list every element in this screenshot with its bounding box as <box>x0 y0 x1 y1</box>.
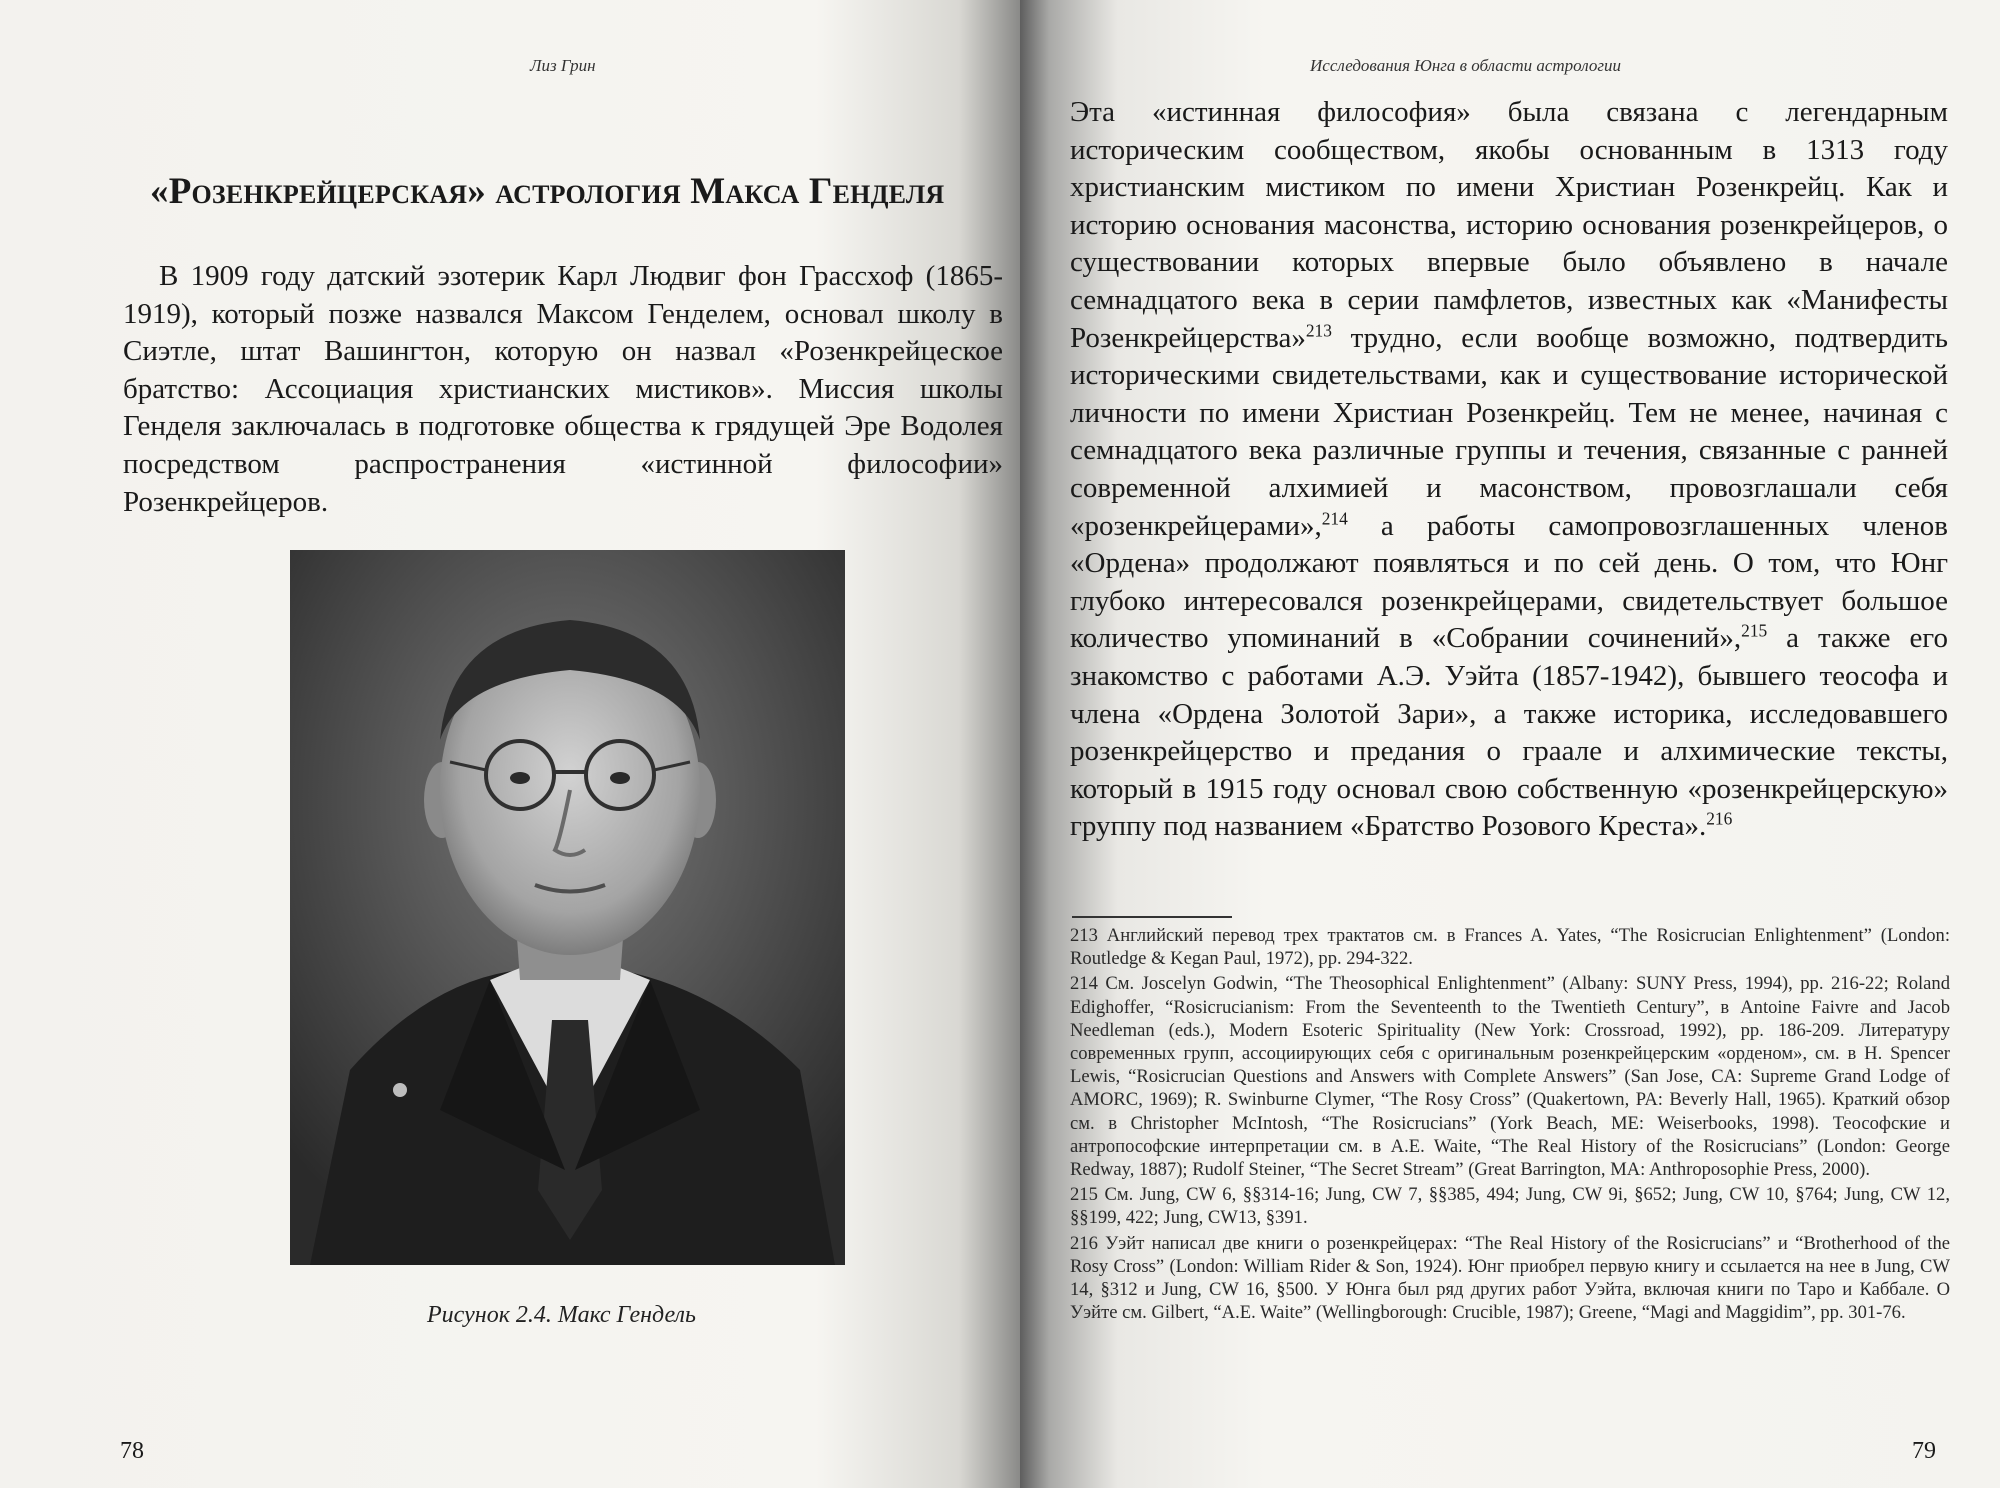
left-paragraph: В 1909 году датский эзотерик Карл Людвиг фон Грассхоф (1865-1919), который позже назвался Максом Генделем, основал школу в Сиэтле, штат Вашингтон, которую он назвал «Розенкрейцеское братство: Ассоциация христианских мистиков». Миссия школы Генделя заключалась в подготовке общества к грядущей Эре Водолея посредством распространения «истинной философии» Розенкрейцеров. <box>123 260 1003 518</box>
right-page-number: 79 <box>1912 1438 1936 1464</box>
footnote-216 <box>1070 1232 1950 1325</box>
right-paragraph-part-1: Эта «истинная философия» была связана с легендарным историческим сообществом, якобы основанным в 1313 году христианским мистиком по имени Христиан Розенкрейц. Как и историю основания масонства, историю основания розенкрейцеров, о существовании которых впервые было объявлено в начале семнадцатого века в серии памфлетов, известных как «Манифесты Розенкрейцерства» <box>1070 96 1948 354</box>
footnote-number: 215 <box>1070 1184 1098 1206</box>
portrait-illustration <box>290 550 845 1265</box>
footnote-ref-214: 214 <box>1321 507 1348 528</box>
footnote-ref-213: 213 <box>1305 319 1332 340</box>
footnote-215 <box>1070 1183 1950 1229</box>
chapter-title: «Розенкрейцерская» астрология Макса Генделя <box>150 171 945 212</box>
footnote-text: См. Joscelyn Godwin, “The Theosophical Enlightenment” (Albany: SUNY Press, 1994), pp. 216-22; Roland Edighoffer, “Rosicrucianism: From the Seventeenth to the Twentieth Century”, в Antoine Faivre and Jacob Needleman (eds.), Modern Esoteric Spirituality (New York: Crossroad, 1992), pp. 186-209. Литературу современных групп, ассоциирующих себя с оригинальным розенкрейцерским «орденом», см. в H. Spencer Lewis, “Rosicrucian Questions and Answers with Complete Answers” (San Jose, CA: Supreme Grand Lodge of AMORC, 1969); R. Swinburne Clymer, “The Rosy Cross” (Quakertown, PA: Beverly Hall, 1965). Краткий обзор см. в Christopher McIntosh, “The Rosicrucians” (York Beach, ME: Weiserbooks, 1998). Теософские и антропософские интерпретации см. в A.E. Waite, “The Real History of the Rosicrucians” (London: George Redway, 1887); Rudolf Steiner, “The Secret Stream” (Great Barrington, MA: Anthroposophie Press, 2000). <box>1070 973 1950 1181</box>
right-paragraph <box>1070 94 1948 846</box>
footnote-number: 216 <box>1070 1232 1098 1254</box>
figure-caption: Рисунок 2.4. Макс Гендель <box>427 1302 696 1328</box>
footnote-text: Уэйт написал две книги о розенкрейцерах: “The Real History of the Rosicrucians” и “Brotherhood of the Rosy Cross” (London: William Rider & Son, 1924). Юнг приобрел первую книгу и ссылается на нее в Jung, CW 14, §312 и Jung, CW 16, §500. У Юнга был ряд других работ Уэйта, включая книги по Таро и Каббале. О Уэйте см. Gilbert, “A.E. Waite” (Wellingborough: Crucible, 1987); Greene, “Magi and Maggidim”, pp. 301-76. <box>1070 1232 1950 1324</box>
footnote-text: Английский перевод трех трактатов см. в Frances A. Yates, “The Rosicrucian Enlightenment” (London: Routledge & Kegan Paul, 1972), pp. 294-322. <box>1070 925 1950 970</box>
right-paragraph-part-2: трудно, если вообще возможно, подтвердить историческими свидетельствами, как и существование исторической личности по имени Христиан Розенкрейц. Тем не менее, начиная с семнадцатого века различные группы и течения, связанные с ранней современной алхимией и масонством, провозглашали себя «розенкрейцерами», <box>1070 321 1948 542</box>
footnote-text: См. Jung, CW 6, §§314-16; Jung, CW 7, §§385, 494; Jung, CW 9i, §652; Jung, CW 10, §764; Jung, CW 12, §§199, 422; Jung, CW13, §391. <box>1070 1184 1951 1229</box>
right-paragraph-part-3: а работы самопровозглашенных членов «Ордена» продолжают появляться и по сей день. О том, что Юнг глубоко интересовался розенкрейцерами, свидетельствует большое количество упоминаний в «Собрании сочинений», <box>1070 509 1948 655</box>
footnote-ref-215: 215 <box>1741 620 1768 641</box>
footnotes <box>1070 924 1950 1326</box>
footnote-number: 214 <box>1070 973 1098 995</box>
portrait-photo <box>290 550 845 1265</box>
footnote-number: 213 <box>1070 925 1098 946</box>
left-page-number: 78 <box>120 1438 144 1464</box>
right-running-head: Исследования Юнга в области астрологии <box>1310 56 1622 75</box>
right-paragraph-part-4: а также его знакомство с работами А.Э. Уэйта (1857-1942), бывшего теософа и члена «Ордена Золотой Зари», а также историка, исследовавшего розенкрейцерство и предания о граале и алхимические тексты, который в 1915 году основал свою собственную «розенкрейцерскую» группу под названием «Братство Розового Креста». <box>1070 622 1948 843</box>
footnote-divider <box>1072 916 1232 918</box>
right-page <box>1020 0 2000 1488</box>
footnote-213 <box>1070 924 1950 970</box>
footnote-ref-216: 216 <box>1706 808 1733 829</box>
left-running-head: Лиз Грин <box>530 56 596 75</box>
footnote-214 <box>1070 972 1950 1181</box>
